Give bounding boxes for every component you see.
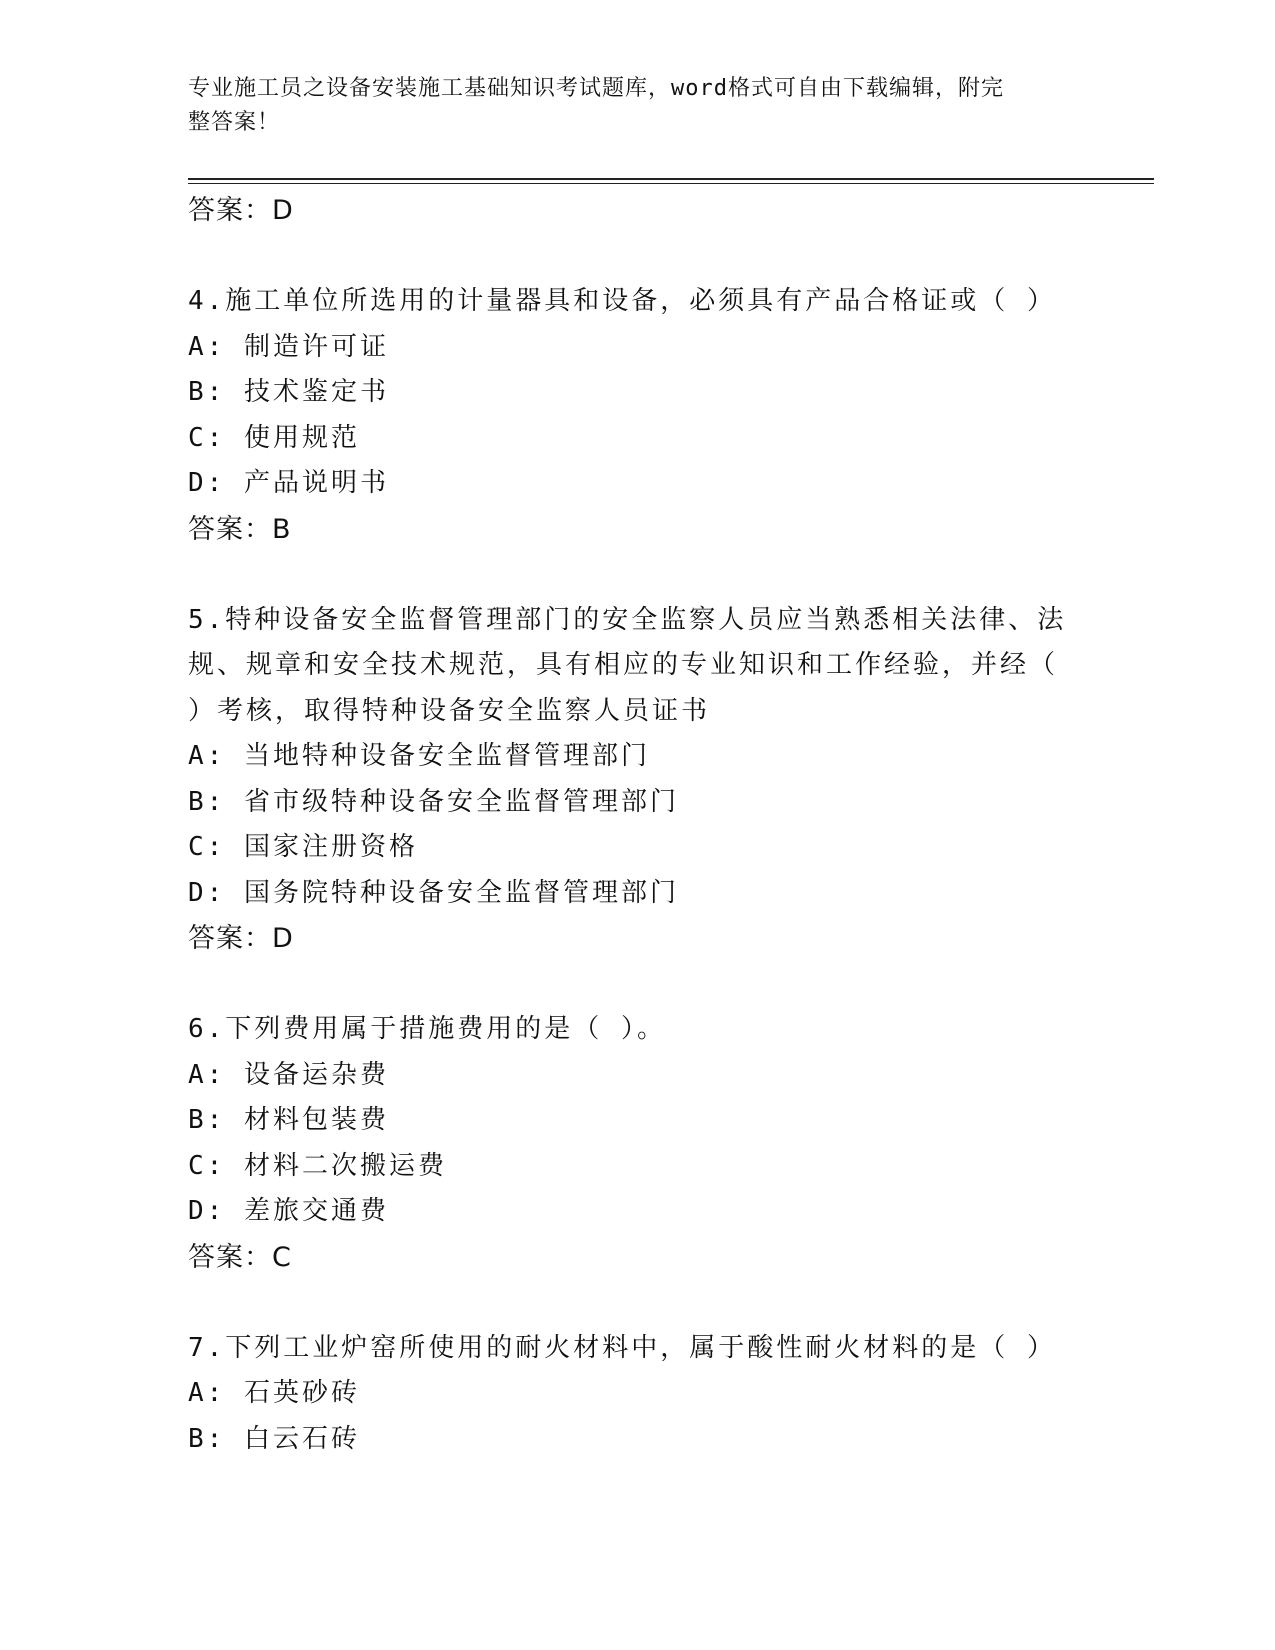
spacer bbox=[188, 1280, 1068, 1326]
option-d: D: 国务院特种设备安全监督管理部门 bbox=[188, 877, 679, 908]
question-block bbox=[188, 1007, 1068, 1280]
spacer bbox=[188, 962, 1068, 1008]
document-header bbox=[188, 72, 1068, 140]
question-stem: 4.施工单位所选用的计量器具和设备，必须具有产品合格证或（ ） bbox=[188, 286, 1056, 316]
option-b: B: 技术鉴定书 bbox=[188, 377, 389, 407]
option-d: D: 产品说明书 bbox=[188, 468, 389, 498]
question-stem-line-1: 5.特种设备安全监督管理部门的安全监察人员应当熟悉相关法律、法 bbox=[188, 604, 1067, 635]
option-c: C: 国家注册资格 bbox=[188, 832, 418, 862]
option-a: A: 设备运杂费 bbox=[188, 1059, 389, 1090]
option-a: A: 当地特种设备安全监督管理部门 bbox=[188, 741, 650, 771]
option-d: D: 差旅交通费 bbox=[188, 1196, 389, 1226]
spacer bbox=[188, 552, 1068, 598]
question-stem: 6.下列费用属于措施费用的是（ ）。 bbox=[188, 1014, 666, 1044]
question-block bbox=[188, 598, 1068, 962]
option-c: C: 使用规范 bbox=[188, 422, 360, 453]
answer-line: 答案：B bbox=[188, 513, 292, 545]
question-list bbox=[188, 188, 1068, 1462]
header-divider bbox=[188, 178, 1154, 180]
spacer bbox=[188, 234, 1068, 280]
option-b: B: 材料包装费 bbox=[188, 1105, 389, 1135]
question-stem-line-2: 规、规章和安全技术规范，具有相应的专业知识和工作经验，并经（ bbox=[188, 650, 1059, 680]
option-a: A: 制造许可证 bbox=[188, 331, 389, 362]
header-line-1: 专业施工员之设备安装施工基础知识考试题库，word格式可自由下载编辑，附完 bbox=[188, 76, 1004, 101]
option-b: B: 白云石砖 bbox=[188, 1423, 360, 1454]
question-block bbox=[188, 1326, 1068, 1463]
question-stem: 7.下列工业炉窑所使用的耐火材料中，属于酸性耐火材料的是（ ） bbox=[188, 1332, 1056, 1363]
header-divider-thin bbox=[188, 183, 1154, 184]
header-line-2: 整答案！ bbox=[188, 110, 281, 135]
question-block bbox=[188, 279, 1068, 552]
option-b: B: 省市级特种设备安全监督管理部门 bbox=[188, 786, 679, 817]
option-a: A: 石英砂砖 bbox=[188, 1378, 360, 1408]
answer-line: 答案：D bbox=[188, 923, 294, 954]
question-stem-line-3: ）考核，取得特种设备安全监察人员证书 bbox=[188, 695, 711, 726]
answer-line: 答案：D bbox=[188, 195, 294, 226]
option-c: C: 材料二次搬运费 bbox=[188, 1150, 447, 1181]
answer-line: 答案：C bbox=[188, 1241, 292, 1273]
